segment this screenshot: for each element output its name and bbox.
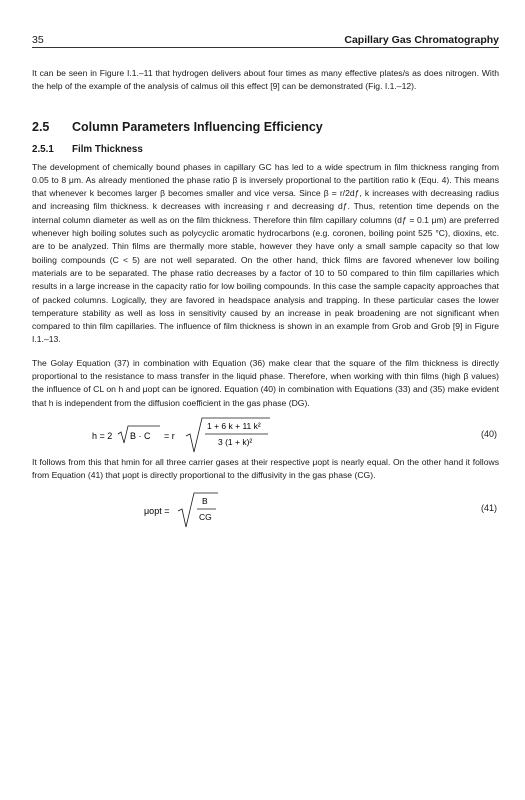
- subsection-number: 2.5.1: [32, 143, 54, 155]
- eq40-numerator: 1 + 6 k + 11 k²: [207, 420, 261, 431]
- running-header: [32, 30, 499, 46]
- eq41-numerator: B: [202, 495, 208, 506]
- intro-paragraph: It can be seen in Figure I.1.–11 that hydrogen delivers about four times as many effective plates/s as does nitrogen. With the help of the example of the analysis of calmus oil this effect [9] can be demonstrated (Fig. I.1.–12).: [32, 68, 499, 92]
- equation-40-graphic: [32, 414, 499, 456]
- section-number: 2.5: [32, 119, 50, 134]
- eq40-sqrt1: B · C: [130, 430, 151, 441]
- equation-41-graphic: [32, 489, 499, 533]
- subsection-title: Film Thickness: [72, 143, 143, 155]
- section-heading: [32, 119, 499, 135]
- equation-41-number: (41): [480, 502, 497, 513]
- eq40-denominator: 3 (1 + k)²: [218, 436, 253, 447]
- header-rule: [32, 47, 499, 48]
- eq41-lhs: μopt =: [144, 505, 170, 516]
- equation-40-number: (40): [480, 428, 497, 439]
- page-number: 35: [32, 34, 44, 46]
- eq41-denominator: CG: [199, 511, 212, 522]
- body-text: [32, 60, 499, 533]
- eq40-mid: = r: [164, 430, 175, 441]
- follows-paragraph: It follows from this that hmin for all three carrier gases at their respective μopt is nearly equal. On the other hand it follows from Equation (41) that μopt is directly proportional to the diffusivity in the gas phase (CG).: [32, 456, 499, 481]
- subsection-heading: [32, 143, 499, 156]
- running-title: Capillary Gas Chromatography: [344, 34, 499, 46]
- eq40-lhs: h = 2: [92, 430, 113, 441]
- film-thickness-paragraph: The development of chemically bound phases in capillary GC has led to a wide spectrum in film thickness ranging from 0.05 to 8 μm. As already mentioned the phase ratio β is inversely proportional to the partition ratio k (Equ. 4). This means that whenever k becomes larger β becomes smaller and vice versa. Since β = r/2dƒ, k increases with decreasing radius and increasing film thickness. k decreases with increasing r and decreasing dƒ. Thus, retention time depends on the internal column diameter as well as on the film thickness. Therefore thin film capillary columns (dƒ = 0.1 μm) are preferred whenever high boiling solutes such as polycyclic aromatic hydrocarbons (e.g. coronen, boiling point 525 °C), dioxins, etc. are to be analyzed. Thin films are thermally more stable, however they have only a small sample capacity so that low boiling compounds (C < 5) are not well separated. On the other hand, thick films are favored whenever low boiling materials are to be separated. The phase ratio decreases by a factor of 10 to 50 compared to thin film capillaries which results in a large increase in the capacity ratio for low boiling compounds. In this case the sample capacity approaches that of packed columns. Logically, they are favored in headspace analysis and trapping. In these particular cases the lower temperature stability as well as loss in sensitivity caused by an increase in peak broadening are not significant when compared to thin film capillaries. The influence of film thickness is shown in an example from Grob and Grob [9] in Figure I.1.–13.: [32, 161, 499, 345]
- golay-paragraph: The Golay Equation (37) in combination with Equation (36) make clear that the square of the film thickness is directly proportional to the resistance to mass transfer in the liquid phase. Therefore, when working with thin films (high β values) the influence of CL on h and μopt can be ignored. Equation (40) in combination with Equations (33) and (35) make evident that h is independent from the diffusion coefficient in the gas phase (DG).: [32, 357, 499, 408]
- equation-41: [32, 489, 499, 533]
- equation-40: [32, 414, 499, 456]
- section-title: Column Parameters Influencing Efficiency: [72, 119, 323, 134]
